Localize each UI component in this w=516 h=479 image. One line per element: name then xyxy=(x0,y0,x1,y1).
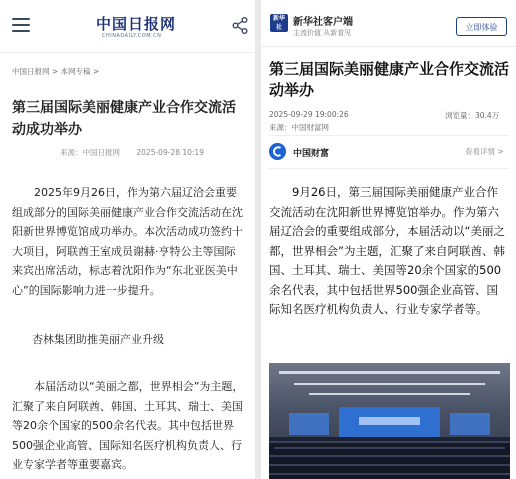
chinadaily-header xyxy=(0,0,255,53)
china-wealth-logo-icon[interactable] xyxy=(269,143,286,160)
article-paragraph: 本届活动以“美丽之都，世界相会”为主题，汇聚了来自阿联酋、韩国、土耳其、瑞士、美国等20余个国家的500余名代表。其中包括世界500强企业高管、国际知名医疗机构负责人、行业专家学者等重要嘉宾。 xyxy=(12,380,244,471)
publisher-name[interactable]: 中国财富 xyxy=(293,149,330,159)
chinadaily-logo-subtext: CHINADAILY.COM.CN xyxy=(102,33,162,39)
article-source: 来源：中国日报网 xyxy=(60,148,120,157)
divider xyxy=(269,135,509,136)
chinadaily-article-panel xyxy=(0,0,255,479)
app-slogan: 主流价值 从新看见 xyxy=(293,29,352,37)
breadcrumb[interactable]: 中国日报网 > 本网专稿 > xyxy=(12,67,100,76)
open-app-button[interactable]: 立即体验 xyxy=(456,17,507,36)
article-title: 第三届国际美丽健康产业合作交流活动举办 xyxy=(269,60,510,99)
article-date: 2025-09-29 19:00:26 xyxy=(269,110,349,119)
hamburger-menu-icon[interactable] xyxy=(12,18,30,32)
article-paragraph: 2025年9月26日，作为第六届辽洽会重要组成部分的国际美丽健康产业合作交流活动在沈阳新世界博览馆成功举办。本次活动成功签约十大项目，阿联酋王室成员谢赫·亨特公主等国际来宾出席活动，标志着沈阳作为“东北亚医美中心”的国际影响力进一步提升。 xyxy=(12,186,243,297)
article-date: 2025-09-28 10:19 xyxy=(136,148,204,157)
article-title: 第三届国际美丽健康产业合作交流活动成功举办 xyxy=(12,100,236,138)
xinhua-app-banner xyxy=(261,0,516,47)
xinhua-logo-icon: 新华 社 xyxy=(270,14,288,32)
article-subheading: 杏林集团助推美丽产业升级 xyxy=(32,333,164,346)
conference-hall-photo xyxy=(269,363,510,479)
view-count: 浏览量：30.4万 xyxy=(445,111,500,120)
article-meta xyxy=(60,147,218,158)
app-name: 新华社客户端 xyxy=(293,17,353,28)
chinadaily-logo[interactable]: 中国日报网 xyxy=(96,15,177,33)
xinhua-article-panel xyxy=(261,0,516,479)
share-icon[interactable] xyxy=(232,17,248,34)
view-details-link[interactable]: 查看详情 > xyxy=(465,147,504,156)
divider xyxy=(269,168,509,169)
article-paragraph: 9月26日，第三届国际美丽健康产业合作交流活动在沈阳新世界博览馆举办。作为第六届辽洽会的重要组成部分，本届活动以“美丽之都，世界相会”为主题，汇聚了来自阿联酋、韩国、土耳其、瑞士、美国等20余个国家的500余名代表，其中包括世界500强企业高管、国际知名医疗机构负责人、行业专家学者等。 xyxy=(269,185,505,316)
article-source: 来源：中国财富网 xyxy=(269,123,329,132)
